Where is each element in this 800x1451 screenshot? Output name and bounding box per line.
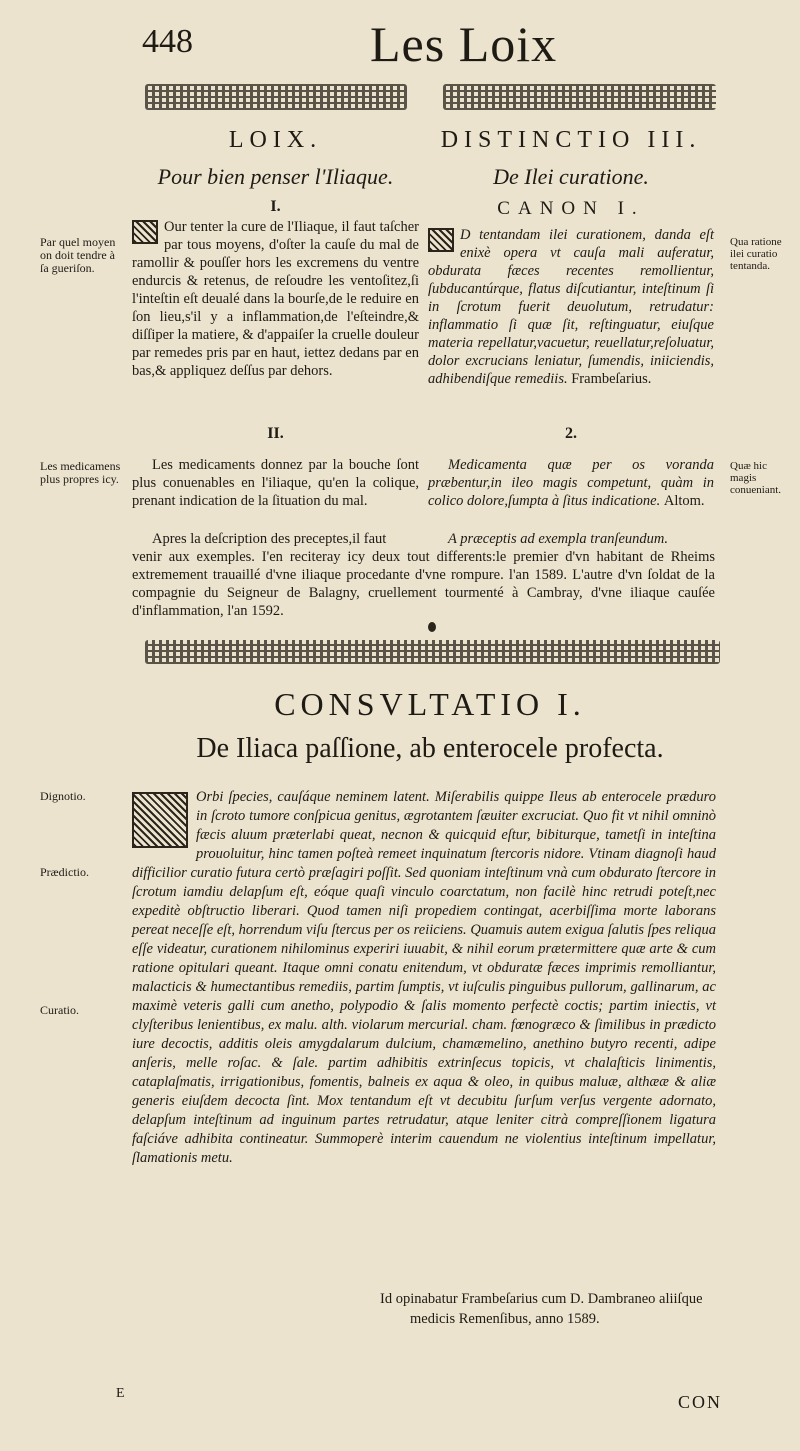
consultatio-closing-2: medicis Remenſibus, anno 1589. [410, 1311, 600, 1327]
right-item2-paragraph [428, 456, 714, 510]
margin-note-left-4: Prædictio. [40, 865, 90, 879]
transition-line: A præceptis ad exempla tranſeundum. [448, 531, 669, 547]
right-column-subheading: De Ilei curatione. [493, 164, 649, 189]
right-item2-author: Altom. [663, 493, 705, 509]
left-item2-text: Les medicaments donnez par la bouche ſont plus conuenables en l'iliaque, qu'en la colique, prenant indication de la ſituation du mal. [132, 457, 419, 509]
margin-note-left-3: Dignotio. [40, 789, 86, 803]
catchword: CON [678, 1392, 723, 1412]
left-item1-text: Our tenter la cure de l'Iliaque, il faut taſcher par tous moyens, d'oſter la cauſe du mal de ramollir & pouſſer hors les excremens du ventre endurcis & retenus, de reſoudre les ventoſitez,ſi l'inteſtin eſt deualé dans la bourſe,de le reduire en ſon lieu,s'il y a inflammation,de l'eſteindre,& diſſiper la matiere, & d'appaiſer la cruelle douleur par remedes pris par en haut, iettez dedans par en bas,& appliquez deſſus par dehors. [132, 219, 419, 379]
right-item1-author: Frambeſarius. [571, 371, 652, 387]
left-column-subheading: Pour bien penser l'Iliaque. [157, 164, 394, 189]
bridge-first-line: Apres la deſcription des preceptes,il faut [152, 531, 387, 547]
consultatio-paragraph: Orbi ſpecies, cauſáque neminem latent. Miſerabilis quippe Ileus ab enterocele præduro in ſcroto tumore conſpicua genitus, ægrotantem ſæuiter excruciat. Quo fit vt nihil omninò fæcis aluum præterlabi queat, necnon & quicquid eſtur, bibiturque, tametſi in inteſtina prouoluitur, hinc tamen poſteà remeet inquinatum ſtercoris nidore. Vtinam diagnoſi haud difficilior curatio futura certò præſagiri poſſit. Sed quoniam inteſtinum vnà cum obdurato ſtercore in ſcrotum iamdiu delapſum eſt, eóque quaſi vinculo coarctatum, non facilè hinc retrudi poteſt,nec expeditè obſtructio liberari. Quod tamen niſi propediem contingat, acerbiſſima morte laborans pereat neceſſe eſt, horrendum viſu ſtercus per os reiiciens. Quamuis autem exigua ſalutis ſpes reliqua eſſe videatur, curationem nihilominus experiri iuuabit, & nihil eorum prætermittere quæ arte & cum ratione opitulari queant. Itaque omni conatu enitendum, vt obduratæ fæces imprimis remolliantur, malacticis & humectantibus remediis, partim ſumptis, vt iuſculis pinguibus pullorum, gallinarum, ac maximè veteris galli cum anetho, polypodio & ſalis momento perfectè coctis; partim iniectis, vt clyſteribus lenientibus, ex malu. alth. violarum mercurial. cham. fœnogræco & ſimilibus in prædicto iure decoctis, additis oleis amygdalarum dulcium, chamæmelino, anethino butyro recenti, adipe anſeris, melle roſac. & ſale. partim adhibitis extrinſecus topicis, vt chalaſticis linimentis, cataplaſmatis, irrigationibus, fomentis, balneis ex aqua & oleo, in quibus maluæ, althææ & aliæ generis eiuſdem decocta ſint. Mox tentandum eſt vt decubitu ſurſum verſus vergente adornato, delapſum inteſtinum ad inguinum partes retrudatur, atque leniter citrà compreſſionem ligatura faſciáve adhibita contineatur. Summoperè interim cauendum ne violentius inteſtinum impellatur, ſlamationis metu. [132, 789, 716, 1166]
drop-cap-a-ornament [428, 228, 454, 252]
margin-note-left-5: Curatio. [40, 1003, 79, 1017]
consultatio-heading: CONSVLTATIO I. [274, 686, 586, 722]
section-divider-ornament [145, 640, 720, 664]
consultatio-closing-1: Id opinabatur Frambeſarius cum D. Dambraneo aliiſque [380, 1291, 703, 1307]
signature-mark: E [116, 1386, 125, 1401]
margin-note-left-1: Par quel moyen on doit tendre à ſa gueriſon. [40, 235, 116, 275]
consultatio-title: De Iliaca paſſione, ab enterocele profecta. [196, 733, 664, 764]
margin-note-left-2: Les medicamens plus propres icy. [40, 459, 121, 486]
right-item1-paragraph [428, 226, 714, 388]
headpiece-ornament-right [443, 84, 716, 110]
left-column-heading: LOIX. [228, 127, 323, 153]
left-item1-number: I. [270, 198, 281, 215]
canon-label: CANON I. [497, 198, 645, 219]
right-column-heading: DISTINCTIO III. [440, 127, 702, 153]
consultatio-paragraph-block [132, 788, 716, 1168]
bridge-continuation: venir aux exemples. I'en reciteray icy deux tout differents:le premier d'vn habitant de Rheims extremement trauaillé d'vne iliaque procedante d'vne rompure. l'an 1589. L'autre d'vn ſoldat de la compagnie du Seigneur de Balagny, cruellement tourmenté à Cambray, d'vne iliaque cauſée d'inflammation, l'an 1592. [132, 549, 715, 619]
page-number: 448 [142, 23, 193, 60]
right-item2-number: 2. [565, 425, 577, 442]
drop-cap-m-ornament [132, 792, 188, 848]
left-item2-number: II. [267, 425, 284, 442]
right-item2-text: Medicamenta quæ per os voranda præbentur,in ileo magis competunt, quàm in colico dolore,ſumpta à ſitus indicatione. [428, 457, 714, 509]
margin-note-right-1: Qua ratione ilei curatio tentanda. [730, 236, 782, 272]
right-item1-text: D tentandam ilei curationem, danda eſt enixè opera vt cauſa mali auferatur, obdurata fæces recentes remollientur, ſubducantúrque, flatus diſcutiantur, inteſtinum ſi in ſcrotum fuerit deuolutum, retrudatur: inflammatio ſi quæ ſit, reſtinguatur, eiuſque materia repellatur,vacuetur, reuellatur,reſoluatur, dolor excrucians leniatur, ſumendis, iniiciendis, adhibendiſque remediis. [428, 227, 714, 387]
margin-note-right-2: Quæ hic magis conueniant. [730, 460, 782, 496]
fleuron-ornament [428, 622, 436, 632]
running-title: Les Loix [370, 16, 558, 72]
headpiece-ornament-left [145, 84, 407, 110]
left-item1-paragraph [132, 218, 419, 380]
drop-cap-p-ornament [132, 220, 158, 244]
